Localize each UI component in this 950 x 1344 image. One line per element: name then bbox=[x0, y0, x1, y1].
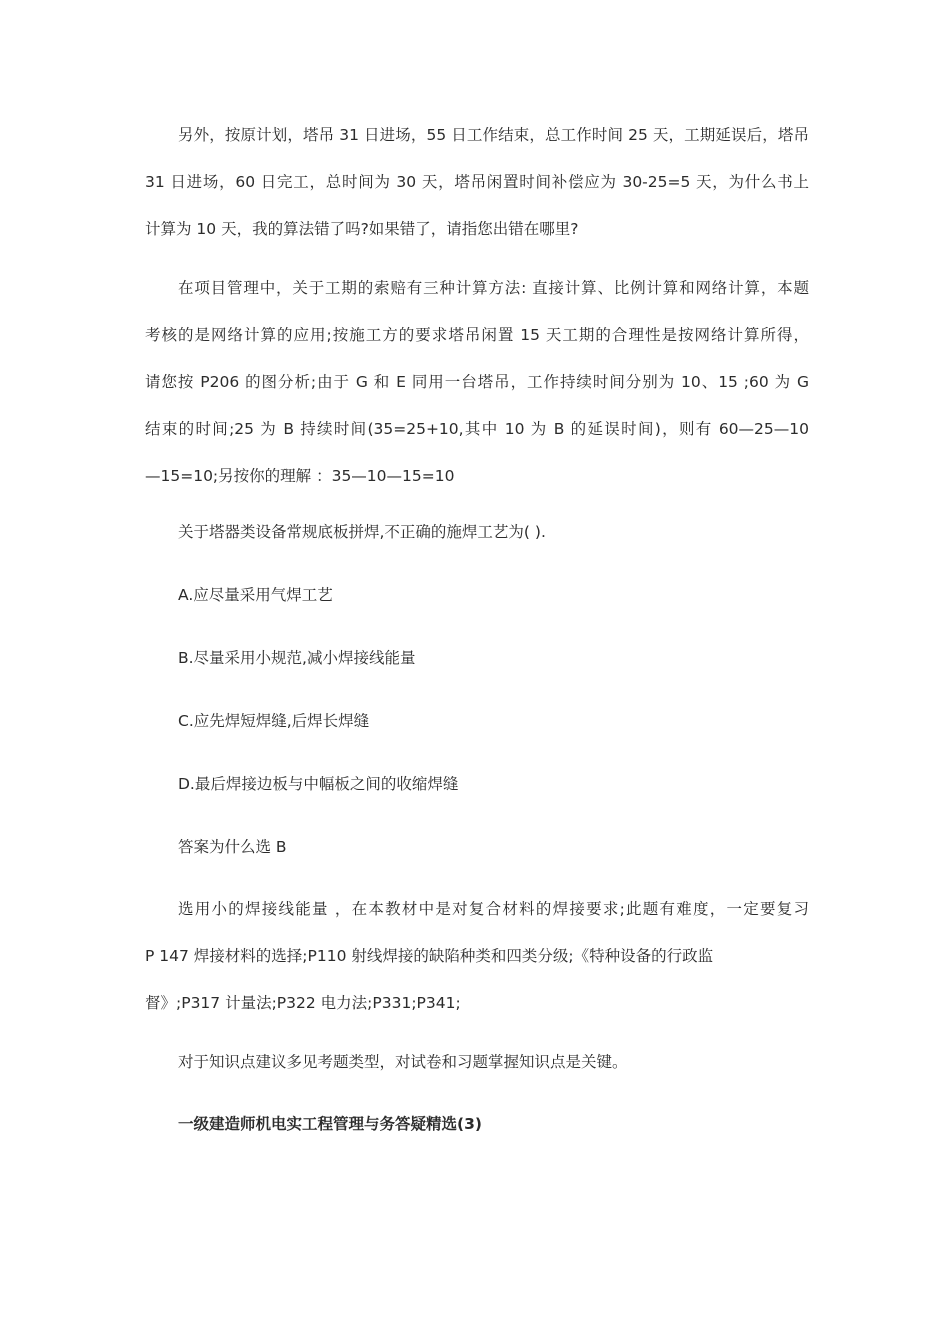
answer-question: 答案为什么选 B bbox=[178, 838, 287, 856]
text-line: 选用小的焊接线能量 ，在本教材中是对复合材料的焊接要求;此题有难度，一定要复习 bbox=[178, 900, 809, 918]
text-line: P 147 焊接材料的选择;P110 射线焊接的缺陷种类和四类分级;《特种设备的行政监 bbox=[145, 947, 714, 965]
text-line: 计算为 10 天，我的算法错了吗?如果错了，请指您出错在哪里? bbox=[145, 220, 579, 238]
option-b: B.尽量采用小规范,减小焊接线能量 bbox=[178, 649, 416, 667]
text-line: 在项目管理中，关于工期的索赔有三种计算方法: 直接计算、比例计算和网络计算，本题 bbox=[178, 279, 809, 297]
text-line: 考核的是网络计算的应用;按施工方的要求塔吊闲置 15 天工期的合理性是按网络计算所得， bbox=[145, 326, 809, 344]
section-title: 一级建造师机电实工程管理与务答疑精选(3) bbox=[178, 1115, 482, 1133]
paragraph-answer-explanation bbox=[145, 886, 809, 1027]
option-d: D.最后焊接边板与中幅板之间的收缩焊缝 bbox=[178, 775, 459, 793]
text-line: 督》;P317 计量法;P322 电力法;P331;P341; bbox=[145, 994, 461, 1012]
text-line: 结束的时间;25 为 B 持续时间(35=25+10,其中 10 为 B 的延误时间)，则有 60—25—10 bbox=[145, 420, 809, 438]
advice-text: 对于知识点建议多见考题类型，对试卷和习题掌握知识点是关键。 bbox=[178, 1053, 628, 1071]
text-line: 31 日进场，60 日完工，总时间为 30 天，塔吊闲置时间补偿应为 30-25=5 天，为什么书上 bbox=[145, 173, 809, 191]
text-line: —15=10;另按你的理解 ：35—10—15=10 bbox=[145, 467, 455, 485]
text-line: 另外，按原计划，塔吊 31 日进场，55 日工作结束，总工作时间 25 天，工期延误后，塔吊 bbox=[178, 126, 809, 144]
paragraph-claim-explanation bbox=[145, 265, 809, 500]
paragraph-schedule-question bbox=[145, 112, 809, 253]
text-line: 请您按 P206 的图分析;由于 G 和 E 同用一台塔吊，工作持续时间分别为 10、15 ;60 为 G bbox=[145, 373, 809, 391]
option-c: C.应先焊短焊缝,后焊长焊缝 bbox=[178, 712, 370, 730]
question-text: 关于塔器类设备常规底板拼焊,不正确的施焊工艺为( ). bbox=[178, 523, 546, 541]
option-a: A.应尽量采用气焊工艺 bbox=[178, 586, 333, 604]
